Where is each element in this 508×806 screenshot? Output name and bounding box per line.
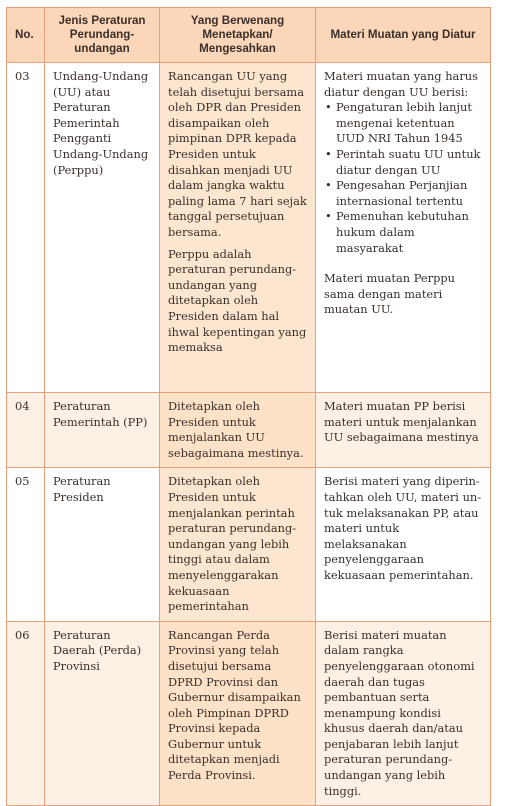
- table-row: [7, 63, 491, 393]
- list-item: • Pengesahan Perjanjian internasional tertentu: [336, 178, 483, 209]
- content-cell: Berisi materi muatan dalam rangka penyelenggaraan otonomi daerah dan tugas pembantuan serta menampung kondisi khusus daerah dan/atau penjabaran lebih lanjut peraturan perundang-undangan yang lebih tinggi.: [316, 621, 491, 806]
- content-cell: Materi muatan PP berisi materi untuk menjalankan UU sebagaimana mestinya: [316, 393, 491, 468]
- content-cell: [316, 63, 491, 393]
- row-number: 03: [7, 63, 45, 393]
- regulation-type: Peraturan Daerah (Perda) Provinsi: [45, 621, 160, 806]
- authority-paragraph: Perppu adalah peraturan perundang-undangan yang ditetapkan oleh Presiden dalam hal ihwal kepentingan yang memaksa: [168, 246, 307, 355]
- row-number: 04: [7, 393, 45, 468]
- authority-cell: [160, 63, 316, 393]
- header-no: No.: [7, 8, 45, 63]
- header-materi: Materi Muatan yang Diatur: [316, 8, 491, 63]
- table-row: [7, 621, 491, 806]
- authority-cell: Ditetapkan oleh Presiden untuk menjalankan UU sebagaimana mestinya.: [160, 393, 316, 468]
- list-item: • Pemenuhan kebutuhan hukum dalam masyarakat: [336, 209, 483, 256]
- regulation-type: Peraturan Pemerintah (PP): [45, 393, 160, 468]
- regulation-type: Peraturan Presiden: [45, 468, 160, 621]
- row-number: 06: [7, 621, 45, 806]
- authority-cell: Rancangan Perda Provinsi yang telah disetujui bersama DPRD Provinsi dan Gubernur disampaikan oleh Pimpinan DPRD Provinsi kepada Gubernur untuk ditetapkan menjadi Perda Provinsi.: [160, 621, 316, 806]
- content-cell: Berisi materi yang diperin-tahkan oleh UU, materi un-tuk melaksanakan PP, atau materi untuk melaksanakan penyelenggaraan kekuasaan pemerintahan.: [316, 468, 491, 621]
- authority-cell: Ditetapkan oleh Presiden untuk menjalankan perintah peraturan perundang-undangan yang lebih tinggi atau dalam menyelenggarakan kekuasaan pemerintahan: [160, 468, 316, 621]
- table-header-row: [7, 8, 491, 63]
- regulation-table-container: [6, 7, 490, 806]
- table-row: [7, 393, 491, 468]
- row-number: 05: [7, 468, 45, 621]
- regulation-hierarchy-table: [6, 7, 491, 806]
- table-row: [7, 468, 491, 621]
- header-berwenang: Yang Berwenang Menetapkan/ Mengesahkan: [160, 8, 316, 63]
- regulation-type: Undang-Undang (UU) atau Peraturan Pemerintah Pengganti Undang-Undang (Perppu): [45, 63, 160, 393]
- content-bullet-list: [324, 100, 483, 256]
- authority-paragraph: Rancangan UU yang telah disetujui bersama oleh DPR dan Presiden disampaikan oleh pimpinan DPR kepada Presiden untuk disahkan menjadi UU dalam jangka waktu paling lama 7 hari sejak tanggal persetujuan bersama.: [168, 69, 307, 239]
- content-outro: Materi muatan Perppu sama dengan materi muatan UU.: [324, 271, 455, 317]
- list-item: • Perintah suatu UU untuk diatur dengan UU: [336, 147, 483, 178]
- header-jenis: Jenis Peraturan Perundang-undangan: [45, 8, 160, 63]
- content-intro: Materi muatan yang harus diatur dengan UU berisi:: [324, 69, 478, 99]
- list-item: • Pengaturan lebih lanjut mengenai ketentuan UUD NRI Tahun 1945: [336, 100, 483, 147]
